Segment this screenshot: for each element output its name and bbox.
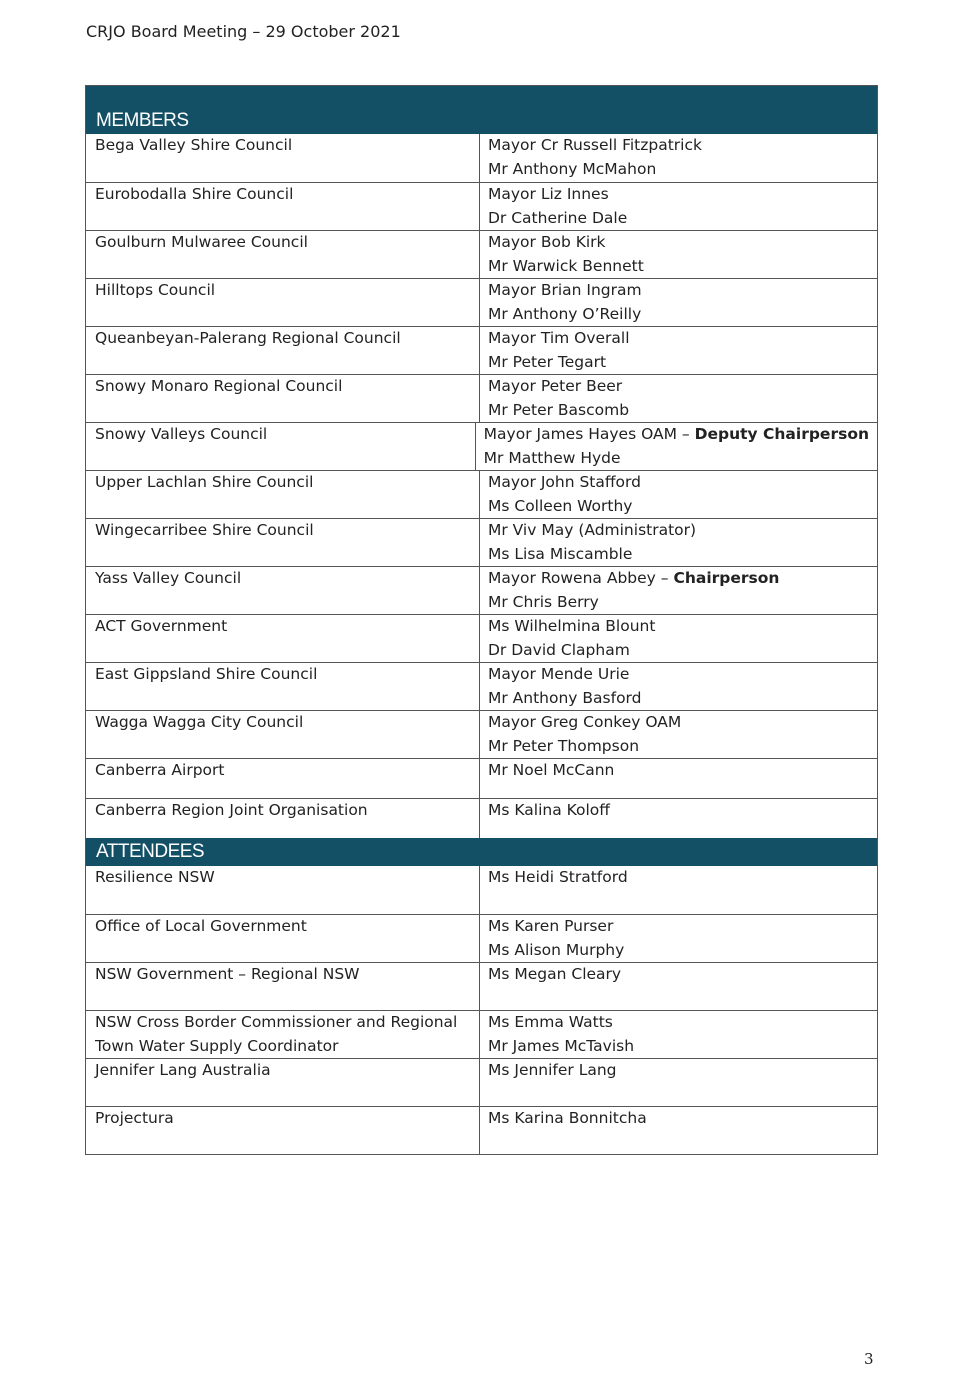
organisation-cell: East Gippsland Shire Council	[86, 663, 480, 710]
organisation-cell: Snowy Valleys Council	[86, 423, 476, 470]
table-row	[86, 798, 877, 838]
representatives-cell: Ms Megan Cleary	[488, 965, 622, 983]
organisation-cell: ACT Government	[86, 615, 480, 662]
table-row	[86, 134, 877, 182]
table-row	[86, 326, 877, 374]
table-row	[86, 422, 877, 470]
representatives-cell: Mr Noel McCann	[488, 761, 615, 779]
table-row	[86, 662, 877, 710]
members-section-header: MEMBERS	[86, 86, 877, 134]
representatives-cell: Mayor James Hayes OAM – Deputy Chairperson Mr Matthew Hyde	[483, 425, 869, 467]
organisation-cell: Snowy Monaro Regional Council	[86, 375, 480, 422]
table-row	[86, 518, 877, 566]
organisation-cell: NSW Cross Border Commissioner and Regional Town Water Supply Coordinator	[86, 1011, 480, 1058]
table-row	[86, 470, 877, 518]
page-number: 3	[864, 1350, 874, 1368]
organisation-cell: Queanbeyan-Palerang Regional Council	[86, 327, 480, 374]
page-header: CRJO Board Meeting – 29 October 2021	[86, 22, 401, 41]
organisation-cell: Upper Lachlan Shire Council	[86, 471, 480, 518]
organisation-cell: Eurobodalla Shire Council	[86, 183, 480, 230]
table-row	[86, 182, 877, 230]
representatives-cell: Ms Karina Bonnitcha	[488, 1109, 647, 1127]
organisation-cell: Wingecarribee Shire Council	[86, 519, 480, 566]
representatives-cell: Mayor Mende Urie Mr Anthony Basford	[488, 665, 642, 707]
deputy-chairperson-role: Deputy Chairperson	[694, 425, 869, 443]
table-row	[86, 962, 877, 1010]
representatives-cell: Ms Karen Purser Ms Alison Murphy	[488, 917, 625, 959]
chairperson-role: Chairperson	[673, 569, 780, 587]
organisation-cell: Bega Valley Shire Council	[86, 134, 480, 182]
organisation-cell: Projectura	[86, 1107, 480, 1154]
organisation-cell: Office of Local Government	[86, 915, 480, 962]
representatives-cell: Mayor Liz Innes Dr Catherine Dale	[488, 185, 628, 227]
organisation-cell: Resilience NSW	[86, 866, 480, 914]
organisation-cell: Wagga Wagga City Council	[86, 711, 480, 758]
organisation-cell: Canberra Region Joint Organisation	[86, 799, 480, 838]
table-row	[86, 614, 877, 662]
table-row	[86, 710, 877, 758]
representatives-cell: Mayor Brian Ingram Mr Anthony O’Reilly	[488, 281, 642, 323]
organisation-cell: NSW Government – Regional NSW	[86, 963, 480, 1010]
attendance-table	[85, 85, 878, 1155]
table-row	[86, 1106, 877, 1154]
table-row	[86, 230, 877, 278]
representatives-cell: Ms Kalina Koloff	[488, 801, 610, 819]
representatives-cell: Mayor Peter Beer Mr Peter Bascomb	[488, 377, 630, 419]
representatives-cell: Mayor Rowena Abbey – Chairperson Mr Chris Berry	[488, 569, 780, 611]
representatives-cell: Mayor Greg Conkey OAM Mr Peter Thompson	[488, 713, 682, 755]
organisation-cell: Goulburn Mulwaree Council	[86, 231, 480, 278]
representatives-cell: Mayor Cr Russell Fitzpatrick Mr Anthony McMahon	[488, 136, 702, 178]
representatives-cell: Mr Viv May (Administrator) Ms Lisa Miscamble	[488, 521, 697, 563]
representatives-cell: Ms Heidi Stratford	[488, 868, 628, 886]
table-row	[86, 758, 877, 798]
table-row	[86, 866, 877, 914]
table-row	[86, 1058, 877, 1106]
organisation-cell: Canberra Airport	[86, 759, 480, 798]
representatives-cell: Mayor Tim Overall Mr Peter Tegart	[488, 329, 630, 371]
table-row	[86, 374, 877, 422]
table-row	[86, 566, 877, 614]
table-row	[86, 1010, 877, 1058]
representatives-cell: Ms Wilhelmina Blount Dr David Clapham	[488, 617, 656, 659]
organisation-cell: Yass Valley Council	[86, 567, 480, 614]
representatives-cell: Mayor Bob Kirk Mr Warwick Bennett	[488, 233, 644, 275]
representatives-cell: Ms Jennifer Lang	[488, 1061, 617, 1079]
table-row	[86, 278, 877, 326]
organisation-cell: Jennifer Lang Australia	[86, 1059, 480, 1106]
table-row	[86, 914, 877, 962]
representatives-cell: Ms Emma Watts Mr James McTavish	[488, 1013, 635, 1055]
organisation-cell: Hilltops Council	[86, 279, 480, 326]
attendees-section-header: ATTENDEES	[86, 838, 877, 866]
representatives-cell: Mayor John Stafford Ms Colleen Worthy	[488, 473, 641, 515]
